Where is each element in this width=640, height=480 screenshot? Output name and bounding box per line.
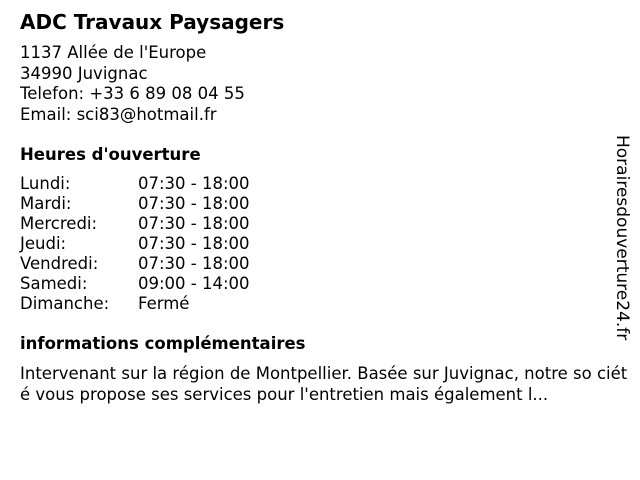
opening-hours-table	[20, 174, 250, 314]
email-address: Email: sci83@hotmail.fr	[20, 104, 217, 124]
additional-info-heading: informations complémentaires	[20, 334, 306, 353]
day-label: Mercredi:	[20, 214, 98, 233]
day-label: Jeudi:	[20, 234, 67, 253]
time-value: 09:00 - 14:00	[138, 274, 250, 293]
business-name: ADC Travaux Paysagers	[20, 10, 285, 34]
opening-hours-heading: Heures d'ouverture	[20, 145, 201, 164]
day-label: Vendredi:	[20, 254, 99, 273]
time-value: 07:30 - 18:00	[138, 194, 250, 213]
street-address: 1137 Allée de l'Europe	[20, 43, 207, 62]
address-block	[20, 43, 245, 125]
hours-row-saturday	[20, 274, 250, 294]
hours-row-friday	[20, 254, 250, 274]
hours-row-tuesday	[20, 194, 250, 214]
time-value: 07:30 - 18:00	[138, 214, 250, 233]
business-description: Intervenant sur la région de Montpellier. Basée sur Juvignac, notre so ciété vous propose ses services pour l'entretien mais également l...	[20, 364, 628, 404]
watermark-text: Horairesdouverture24.fr	[612, 135, 632, 341]
time-value: 07:30 - 18:00	[138, 234, 250, 253]
day-label: Samedi:	[20, 274, 88, 293]
hours-row-wednesday	[20, 214, 250, 234]
time-value: Fermé	[138, 294, 190, 313]
phone-number: Telefon: +33 6 89 08 04 55	[20, 84, 245, 103]
time-value: 07:30 - 18:00	[138, 174, 250, 193]
day-label: Lundi:	[20, 174, 71, 193]
hours-row-thursday	[20, 234, 250, 254]
hours-row-monday	[20, 174, 250, 194]
day-label: Mardi:	[20, 194, 72, 213]
time-value: 07:30 - 18:00	[138, 254, 250, 273]
city-postal: 34990 Juvignac	[20, 63, 148, 83]
hours-row-sunday	[20, 294, 250, 314]
day-label: Dimanche:	[20, 294, 110, 313]
